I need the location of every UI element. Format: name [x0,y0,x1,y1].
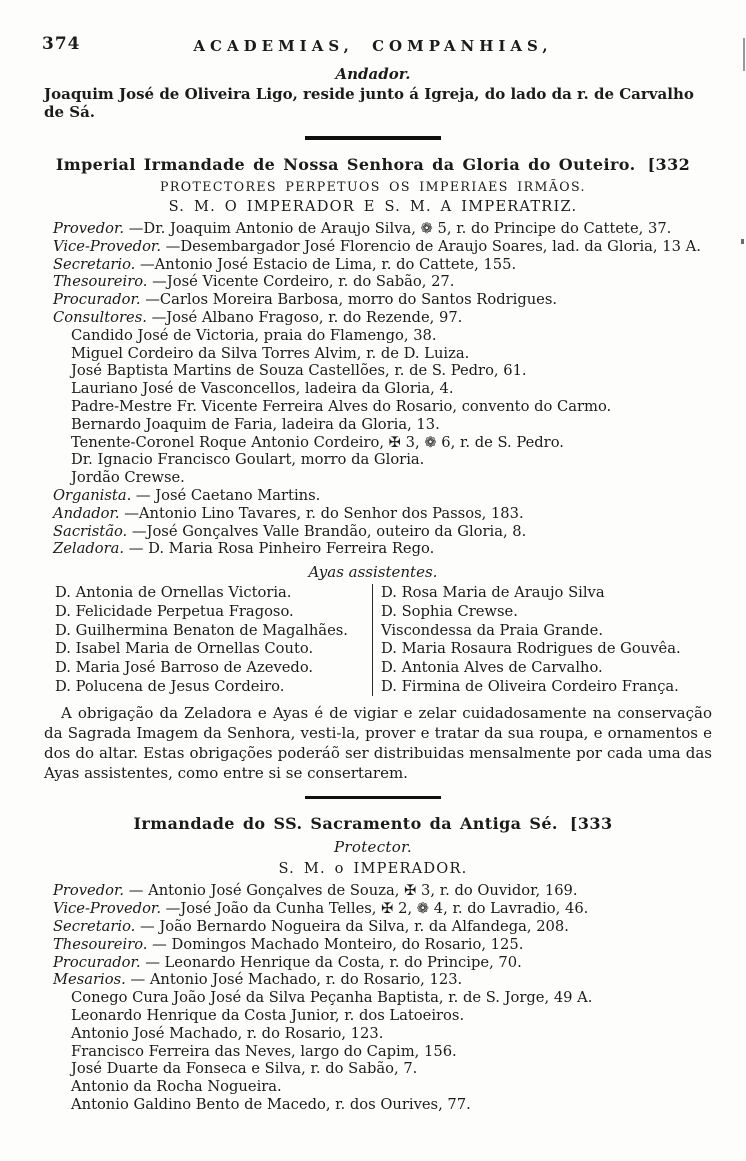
aya-name: D. Polucena de Jesus Cordeiro. [55,677,285,695]
aya-name: D. Guilhermina Benaton de Magalhães. [55,621,348,639]
entry-text: Antonio Galdino Bento de Macedo, r. dos Ourives, 77. [71,1095,471,1113]
section1-reference-number: [332 [647,155,691,174]
entry-text: — Domingos Machado Monteiro, do Rosario, 125. [147,935,524,953]
entry-line [71,1043,718,1061]
section2-subtitle-protector: Protector. [334,838,412,857]
entry-text: —José Vicente Cordeiro, r. do Sabão, 27. [147,273,455,291]
entry-text: Lauriano José de Vasconcellos, ladeira da Gloria, 4. [71,380,454,398]
running-header: ACADEMIAS, COMPANHIAS, [193,37,553,55]
entry-line [53,505,718,523]
entry-text: Padre-Mestre Fr. Vicente Ferreira Alves do Rosario, convento do Carmo. [71,397,612,415]
entry-line [71,416,718,434]
entry-text: — José Caetano Martins. [131,486,321,504]
ayas-left-column [55,584,372,696]
section2-entries [46,882,718,1113]
aya-name: D. Rosa Maria de Araujo Silva [381,584,605,602]
entry-line [71,1007,718,1025]
entry-role-label: Zeladora. [53,540,125,558]
entry-line [71,434,718,452]
entry-role-label: Secretario. [53,917,136,935]
entry-role-label: Sacristão. [53,522,128,540]
entry-role-label: Thesoureiro. [53,935,148,953]
entry-line [53,273,718,291]
entry-role-label: Procurador. [53,953,141,971]
entry-text: —Antonio José Estacio de Lima, r. do Cattete, 155. [135,255,517,273]
section1-entries [46,220,718,558]
aya-name: D. Sophia Crewse. [381,602,518,620]
entry-role-label: Provedor. [53,882,125,900]
entry-line [53,487,718,505]
entry-text: Candido José de Victoria, praia do Flamengo, 38. [71,326,437,344]
entry-text: Antonio da Rocha Nogueira. [71,1078,282,1096]
entry-role-label: Andador. [53,504,120,522]
aya-name: D. Maria Rosaura Rodrigues de Gouvêa. [381,640,681,658]
aya-name: D. Firmina de Oliveira Cordeiro França. [381,677,679,695]
entry-text: Francisco Ferreira das Neves, largo do Capim, 156. [71,1042,457,1060]
entry-text: — Antonio José Gonçalves de Souza, ✠ 3, r. do Ouvidor, 169. [124,882,578,900]
entry-line [53,954,718,972]
aya-name: D. Antonia Alves de Carvalho. [381,658,603,676]
entry-line [71,362,718,380]
intro-role-heading: Andador. [335,65,411,83]
section-divider [305,796,441,799]
section2-reference-number: [333 [569,814,613,834]
entry-line [71,1096,718,1114]
entry-line [71,345,718,363]
entry-text: José Baptista Martins de Souza Castellões, r. de S. Pedro, 61. [71,362,527,380]
entry-text: — Leonardo Henrique da Costa, r. do Principe, 70. [140,953,522,971]
ayas-assistentes-heading: Ayas assistentes. [308,563,438,582]
entry-text: —José João da Cunha Telles, ✠ 2, ❁ 4, r. do Lavradio, 46. [160,900,589,918]
entry-line [71,398,718,416]
entry-text: —Dr. Joaquim Antonio de Araujo Silva, ❁ 5, r. do Principe do Cattete, 37. [124,220,672,237]
entry-text: —Carlos Moreira Barbosa, morro do Santos Rodrigues. [140,291,558,309]
entry-text: — D. Maria Rosa Pinheiro Ferreira Rego. [124,540,435,558]
scan-edge-artifact [743,38,745,71]
entry-line [53,523,718,541]
section1-subtitle-protectores: PROTECTORES PERPETUOS OS IMPERIAES IRMÃOS. [160,179,586,194]
scan-speck-artifact [741,239,744,244]
entry-text: Antonio José Machado, r. do Rosario, 123. [71,1024,384,1042]
entry-line [53,220,718,238]
entry-role-label: Provedor. [53,220,125,237]
aya-name: Viscondessa da Praia Grande. [381,621,604,639]
zeladora-obligations-paragraph: A obrigação da Zeladora e Ayas é de vigiar e zelar cuidadosamente na conservação da Sagrada Imagem da Senhora, vesti-la, prover e tratar da sua roupa, e ornamentos e dos do altar. Estas obrigações poderáõ ser distribuidas mensalmente por cada uma das Ayas assistentes, como entre si se consertarem. [44,704,712,783]
entry-role-label: Organista. [53,486,132,504]
entry-line [71,1078,718,1096]
aya-name: D. Antonia de Ornellas Victoria. [55,584,292,602]
section2-title-text: Irmandade do SS. Sacramento da Antiga Sé. [133,814,558,834]
entry-line [71,451,718,469]
section2-title [0,814,746,833]
entry-text: — João Bernardo Nogueira da Silva, r. da Alfandega, 208. [135,917,569,935]
entry-line [53,309,718,327]
entry-role-label: Mesarios. [53,971,126,989]
entry-line [53,540,718,558]
entry-text: Dr. Ignacio Francisco Goulart, morro da Gloria. [71,451,425,469]
entry-role-label: Procurador. [53,291,141,309]
entry-role-label: Vice-Provedor. [53,900,161,918]
entry-line [53,291,718,309]
entry-line [53,238,718,256]
entry-text: — Antonio José Machado, r. do Rosario, 123. [125,971,463,989]
entry-text: Tenente-Coronel Roque Antonio Cordeiro, ✠ 3, ❁ 6, r. de S. Pedro. [71,433,564,451]
entry-line [53,882,718,900]
entry-line [53,971,718,989]
aya-name: D. Felicidade Perpetua Fragoso. [55,602,294,620]
entry-text: Conego Cura João José da Silva Peçanha Baptista, r. de S. Jorge, 49 A. [71,989,593,1007]
entry-line [71,327,718,345]
entry-line [71,989,718,1007]
entry-role-label: Vice-Provedor. [53,237,161,255]
entry-text: —José Albano Fragoso, r. do Rezende, 97. [146,308,463,326]
page-number: 374 [42,34,81,54]
entry-line [53,918,718,936]
entry-text: Leonardo Henrique da Costa Junior, r. dos Latoeiros. [71,1006,465,1024]
entry-line [53,936,718,954]
section-divider [305,136,441,140]
entry-role-label: Secretario. [53,255,136,273]
entry-line [53,256,718,274]
entry-line [71,380,718,398]
ayas-right-column [372,584,726,696]
entry-text: José Duarte da Fonseca e Silva, r. do Sabão, 7. [71,1060,418,1078]
entry-text: —Desembargador José Florencio de Araujo Soares, lad. da Gloria, 13 A. [160,237,701,255]
entry-role-label: Thesoureiro. [53,273,148,291]
entry-line [71,469,718,487]
section1-title [0,155,746,174]
aya-name: D. Isabel Maria de Ornellas Couto. [55,640,314,658]
section1-subtitle-imperador: S. M. O IMPERADOR E S. M. A IMPERATRIZ. [168,198,578,215]
entry-text: Miguel Cordeiro da Silva Torres Alvim, r. de D. Luiza. [71,344,470,362]
intro-entry-line: Joaquim José de Oliveira Ligo, reside junto á Igreja, do lado da r. de Carvalho de Sá. [44,85,694,121]
section2-subtitle-imperador: S. M. o IMPERADOR. [278,860,468,878]
entry-text: —José Gonçalves Valle Brandão, outeiro da Gloria, 8. [127,522,527,540]
aya-name: D. Maria José Barroso de Azevedo. [55,658,314,676]
entry-role-label: Consultores. [53,308,147,326]
entry-line [53,900,718,918]
ayas-two-column-list [55,584,726,696]
entry-text: Jordão Crewse. [71,469,185,487]
entry-text: —Antonio Lino Tavares, r. do Senhor dos Passos, 183. [119,504,524,522]
entry-line [71,1025,718,1043]
section1-title-text: Imperial Irmandade de Nossa Senhora da Gloria do Outeiro. [55,155,636,174]
entry-text: Bernardo Joaquim de Faria, ladeira da Gloria, 13. [71,415,440,433]
entry-line [71,1060,718,1078]
